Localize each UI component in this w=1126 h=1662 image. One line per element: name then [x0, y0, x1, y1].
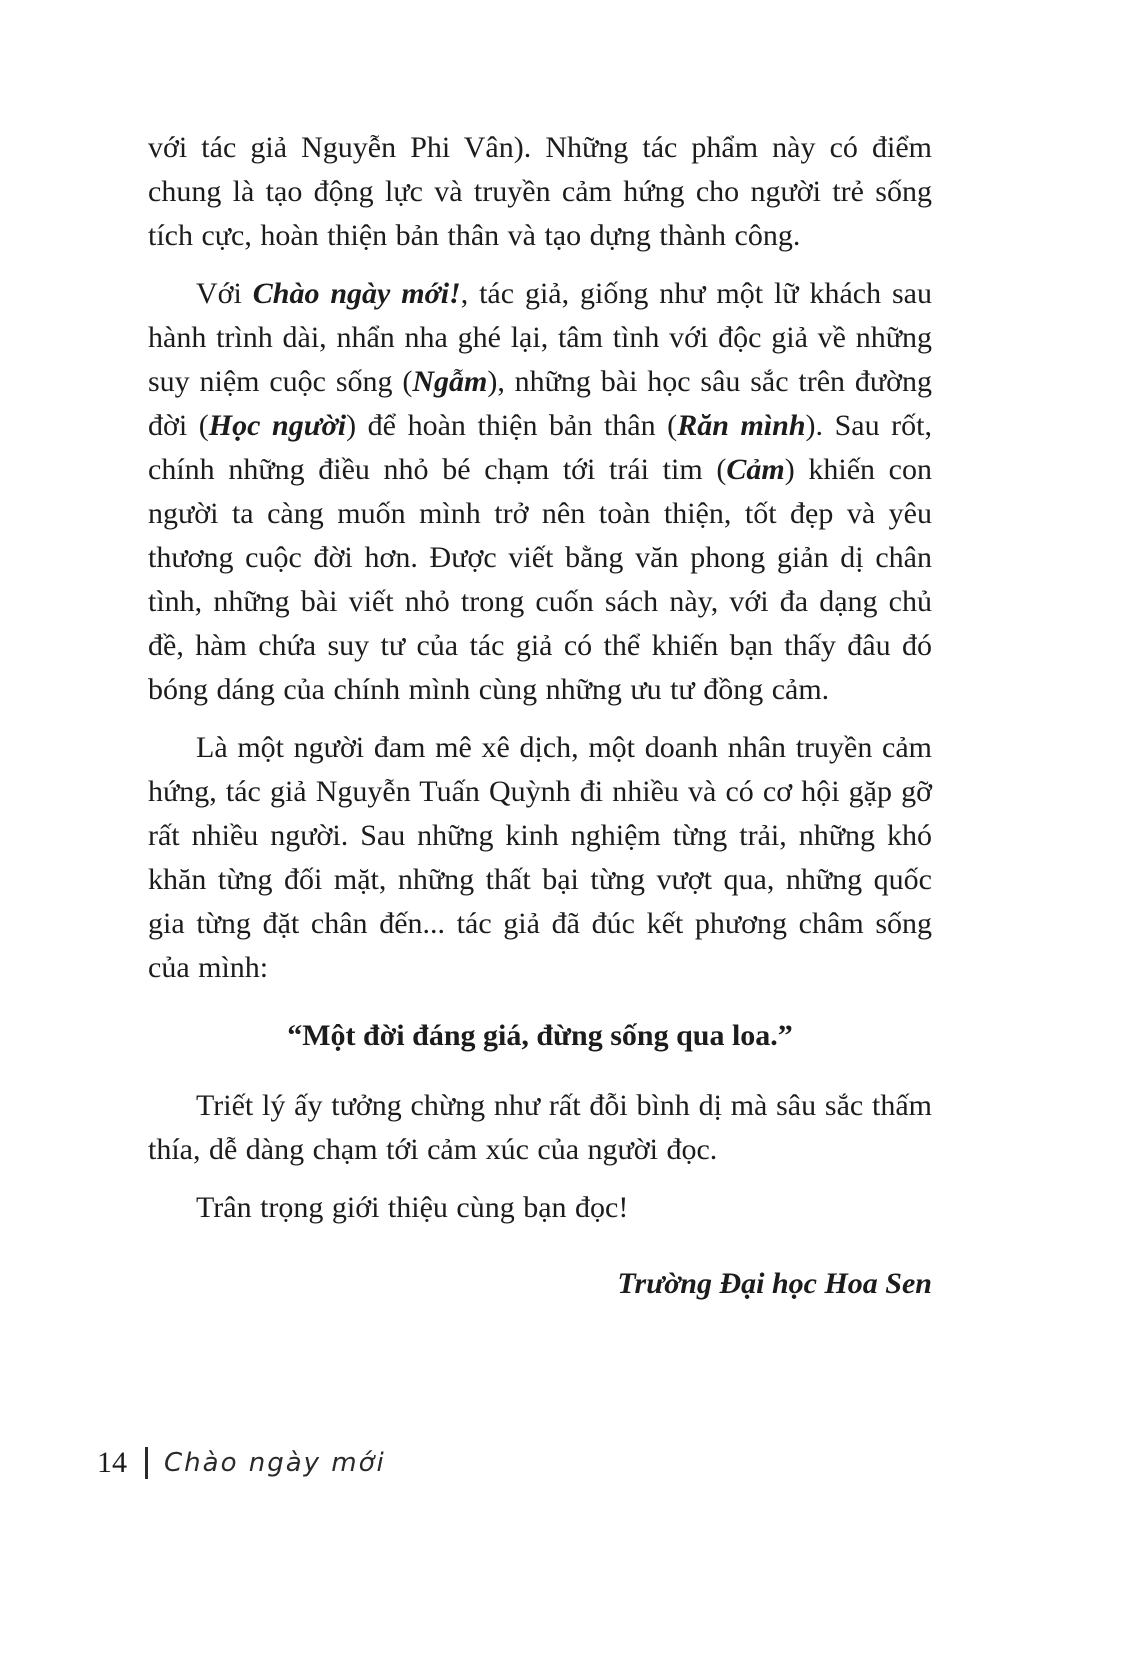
text-segment: ), những bài học sâu sắc trên đường đời (	[148, 365, 932, 442]
text-segment: Với	[196, 277, 253, 310]
page-footer	[97, 1446, 386, 1480]
signature-university: Trường Đại học Hoa Sen	[617, 1267, 932, 1300]
text-segment: Ngẫm	[412, 365, 488, 398]
text-segment: Học người	[208, 409, 347, 442]
paragraph-author-description	[148, 726, 932, 990]
footer-divider	[145, 1447, 148, 1479]
text-segment: Trân trọng giới thiệu cùng bạn đọc!	[196, 1191, 629, 1224]
paragraph-philosophy	[148, 1084, 932, 1172]
text-segment: Cảm	[726, 453, 785, 486]
motto-quote: “Một đời đáng giá, đừng sống qua loa.”	[287, 1019, 793, 1052]
paragraph-continuation	[148, 126, 932, 258]
paragraph-book-description	[148, 272, 932, 712]
page-number: 14	[97, 1446, 127, 1479]
text-segment: ). Sau rốt, chính những điều nhỏ bé chạm tới trái tim (	[148, 409, 932, 486]
text-segment: ) khiến con người ta càng muốn mình trở nên toàn thiện, tốt đẹp và yêu thương cuộc đời hơn. Được viết bằng văn phong giản dị chân tình, những bài viết nhỏ trong cuốn sách này, với đa dạng chủ đề, hàm chứa suy tư của tác giả có thể khiến bạn thấy đâu đó bóng dáng của chính mình cùng những ưu tư đồng cảm.	[148, 453, 932, 706]
paragraph-closing	[148, 1186, 932, 1230]
text-segment: Là một người đam mê xê dịch, một doanh nhân truyền cảm hứng, tác giả Nguyễn Tuấn Quỳnh đi nhiều và có cơ hội gặp gỡ rất nhiều người. Sau những kinh nghiệm từng trải, những khó khăn từng đối mặt, những thất bại từng vượt qua, những quốc gia từng đặt chân đến... tác giả đã đúc kết phương châm sống của mình:	[148, 731, 932, 984]
text-segment: Chào ngày mới!	[252, 277, 461, 310]
text-segment: Răn mình	[677, 409, 806, 442]
text-segment: Triết lý ấy tưởng chừng như rất đỗi bình dị mà sâu sắc thấm thía, dễ dàng chạm tới cảm xúc của người đọc.	[148, 1089, 932, 1166]
text-segment: với tác giả Nguyễn Phi Vân). Những tác phẩm này có điểm chung là tạo động lực và truyền cảm hứng cho người trẻ sống tích cực, hoàn thiện bản thân và tạo dựng thành công.	[148, 131, 932, 252]
footer-book-title: Chào ngày mới	[164, 1448, 386, 1478]
text-segment: , tác giả, giống như một lữ khách sau hành trình dài, nhẩn nha ghé lại, tâm tình với độc giả về những suy niệm cuộc sống (	[148, 277, 932, 398]
text-segment: ) để hoàn thiện bản thân (	[346, 409, 678, 442]
